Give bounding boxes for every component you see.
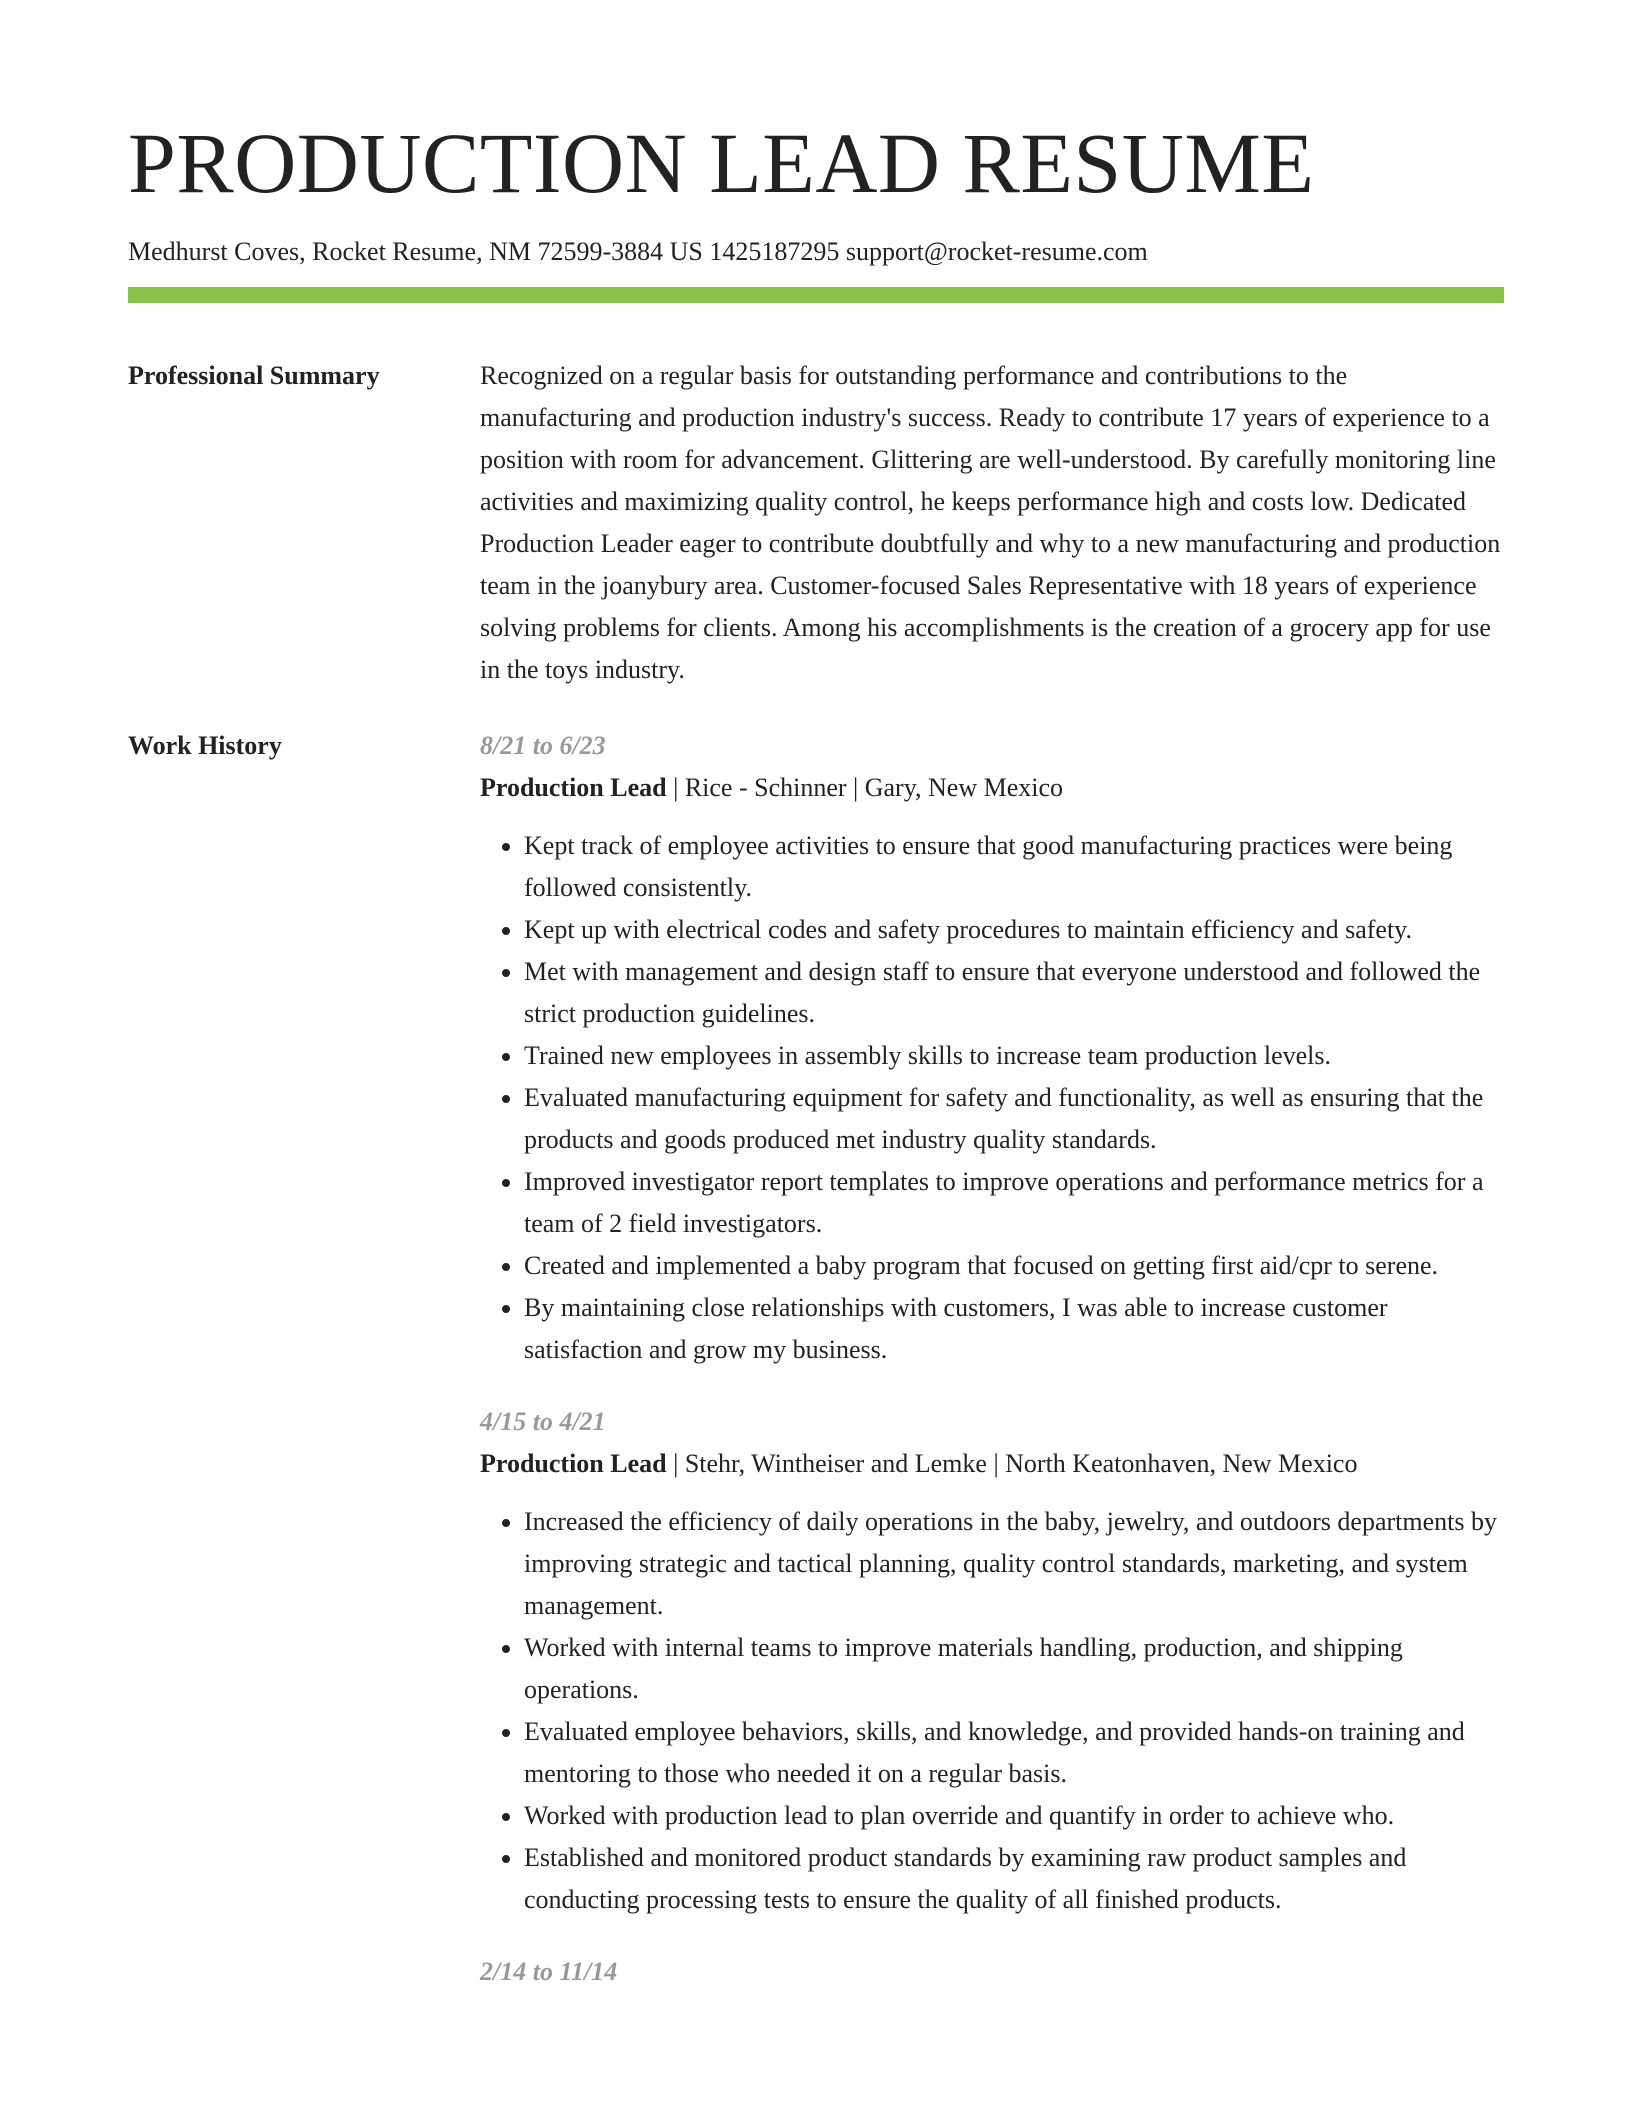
summary-body [480,355,1504,691]
job-bullet: • Kept track of employee activities to ensure that good manufacturing practices were being followed consistently. [524,825,1504,909]
job-title-line [480,767,1504,809]
job-bullet: • Improved investigator report templates to improve operations and performance metrics for a team of 2 field investigators. [524,1161,1504,1245]
job-title: Production Lead [480,1449,667,1479]
job-entry [480,1951,1504,1993]
resume-title: PRODUCTION LEAD RESUME [128,115,1315,211]
job-bullet: • Met with management and design staff to ensure that everyone understood and followed the strict production guidelines. [524,951,1504,1035]
job-title-line [480,1443,1504,1485]
job-bullet: • Worked with production lead to plan override and quantify in order to achieve who. [524,1795,1504,1837]
job-title: Production Lead [480,773,667,803]
work-history-section [128,725,1504,2023]
professional-summary-section [128,355,1504,691]
job-bullet: • By maintaining close relationships with customers, I was able to increase customer satisfaction and grow my business. [524,1287,1504,1371]
summary-text: Recognized on a regular basis for outstanding performance and contributions to the manufacturing and production industry's success. Ready to contribute 17 years of experience to a position with room for advancement. Glittering are well-understood. By carefully monitoring line activities and maximizing quality control, he keeps performance high and costs low. Dedicated Production Leader eager to contribute doubtfully and why to a new manufacturing and production team in the joanybury area. Customer-focused Sales Representative with 18 years of experience solving problems for clients. Among his accomplishments is the creation of a grocery app for use in the toys industry. [480,361,1501,685]
job-entry [480,1401,1504,1921]
job-bullet: • Evaluated manufacturing equipment for safety and functionality, as well as ensuring that the products and goods produced met industry quality standards. [524,1077,1504,1161]
job-details: | Stehr, Wintheiser and Lemke | North Keatonhaven, New Mexico [666,1449,1358,1479]
section-label-summary: Professional Summary [128,361,380,391]
job-bullet: • Kept up with electrical codes and safety procedures to maintain efficiency and safety. [524,909,1504,951]
job-bullet-list [480,825,1504,1371]
contact-info: Medhurst Coves, Rocket Resume, NM 72599-3884 US 1425187295 support@rocket-resume.com [128,237,1148,266]
job-dates: 4/15 to 4/21 [480,1407,606,1437]
work-history-body [480,725,1504,2023]
job-dates: 8/21 to 6/23 [480,731,606,761]
job-bullet: • Increased the efficiency of daily operations in the baby, jewelry, and outdoors departments by improving strategic and tactical planning, quality control standards, marketing, and system management. [524,1501,1504,1627]
accent-divider [128,287,1504,303]
job-bullet: • Trained new employees in assembly skills to increase team production levels. [524,1035,1504,1077]
job-bullet-list [480,1501,1504,1921]
job-bullet: • Established and monitored product standards by examining raw product samples and conducting processing tests to ensure the quality of all finished products. [524,1837,1504,1921]
job-bullet: • Worked with internal teams to improve materials handling, production, and shipping operations. [524,1627,1504,1711]
job-details: | Rice - Schinner | Gary, New Mexico [666,773,1064,803]
job-bullet: • Created and implemented a baby program that focused on getting first aid/cpr to serene. [524,1245,1504,1287]
job-bullet: • Evaluated employee behaviors, skills, and knowledge, and provided hands-on training and mentoring to those who needed it on a regular basis. [524,1711,1504,1795]
job-entry [480,725,1504,1371]
section-label-work-history: Work History [128,731,282,761]
job-dates: 2/14 to 11/14 [480,1957,618,1987]
